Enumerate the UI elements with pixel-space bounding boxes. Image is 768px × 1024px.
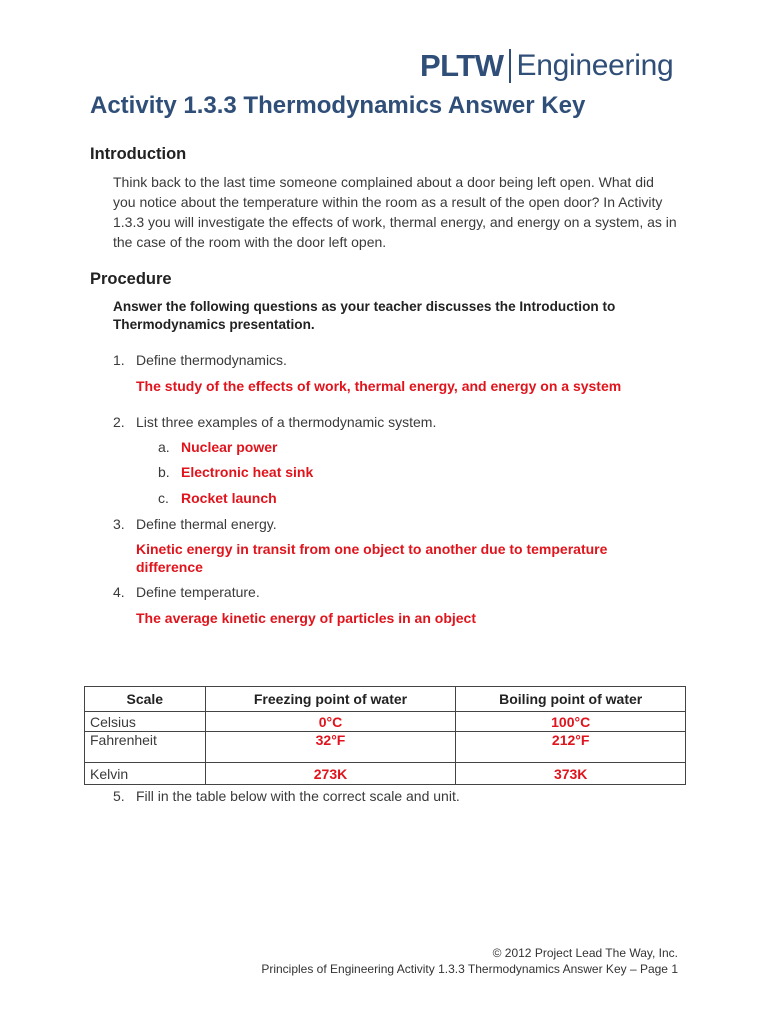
procedure-heading: Procedure <box>90 270 172 288</box>
example-item-b <box>158 463 313 481</box>
introduction-text: Think back to the last time someone complained about a door being left open. What did you notice about the temperature within the room as a result of the open door? In Activity 1.3.3 you will investigate the effects of work, thermal energy, and energy on a system, as in the case of the room with the door left open. <box>113 174 677 250</box>
question-number: 5. <box>113 788 125 804</box>
page-title: Activity 1.3.3 Thermodynamics Answer Key <box>90 92 586 119</box>
table-row <box>85 732 686 763</box>
table-cell: 212°F <box>456 732 686 763</box>
table-cell: 0°C <box>205 712 456 732</box>
table-cell: Celsius <box>85 712 206 732</box>
question-number: 3. <box>113 516 125 532</box>
table-cell: 373K <box>456 763 686 785</box>
table-cell: 100°C <box>456 712 686 732</box>
example-item-c <box>158 489 277 507</box>
temperature-scales-table <box>84 686 686 785</box>
logo-engineering-text: Engineering <box>516 49 674 82</box>
question-5 <box>113 787 460 805</box>
question-3 <box>113 515 277 533</box>
table-cell: 273K <box>205 763 456 785</box>
example-text: Rocket launch <box>181 490 277 506</box>
question-text: Define thermal energy. <box>136 516 277 532</box>
logo-divider <box>509 49 511 83</box>
table-cell: Fahrenheit <box>85 732 206 763</box>
question-text: Define temperature. <box>136 584 260 600</box>
example-letter: a. <box>158 439 170 455</box>
question-text: Define thermodynamics. <box>136 352 287 368</box>
question-number: 2. <box>113 414 125 430</box>
example-text: Nuclear power <box>181 439 278 455</box>
pltw-engineering-logo <box>420 46 673 86</box>
answer-3: Kinetic energy in transit from one object to another due to temperature difference <box>136 541 608 575</box>
question-number: 1. <box>113 352 125 368</box>
example-letter: c. <box>158 490 169 506</box>
table-cell: Kelvin <box>85 763 206 785</box>
example-text: Electronic heat sink <box>181 464 314 480</box>
table-header-row <box>85 687 686 712</box>
table-cell: 32°F <box>205 732 456 763</box>
example-letter: b. <box>158 464 170 480</box>
table-row <box>85 763 686 785</box>
procedure-instructions: Answer the following questions as your teacher discusses the Introduction to Thermodynamics presentation. <box>113 299 616 332</box>
question-4 <box>113 583 260 601</box>
question-2 <box>113 413 436 431</box>
question-text: Fill in the table below with the correct scale and unit. <box>136 788 460 804</box>
question-text: List three examples of a thermodynamic system. <box>136 414 437 430</box>
footer-page-label: Principles of Engineering Activity 1.3.3 Thermodynamics Answer Key – Page 1 <box>261 962 678 976</box>
logo-pltw-text: PLTW <box>420 48 504 83</box>
question-number: 4. <box>113 584 125 600</box>
example-item-a <box>158 438 277 456</box>
table-header-cell: Freezing point of water <box>205 687 456 712</box>
introduction-heading: Introduction <box>90 145 187 163</box>
table-header-cell: Boiling point of water <box>456 687 686 712</box>
table-row <box>85 712 686 732</box>
page-footer <box>261 945 678 977</box>
table-header-cell: Scale <box>85 687 206 712</box>
answer-4: The average kinetic energy of particles in an object <box>136 610 477 626</box>
copyright-text: © 2012 Project Lead The Way, Inc. <box>492 946 678 960</box>
question-1 <box>113 351 287 369</box>
answer-1: The study of the effects of work, thermal energy, and energy on a system <box>136 378 622 394</box>
